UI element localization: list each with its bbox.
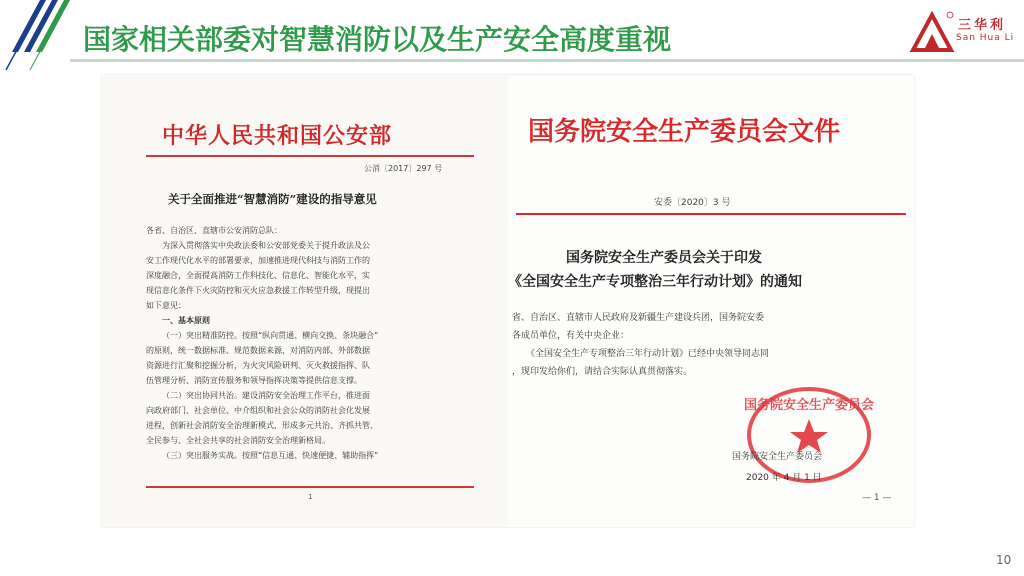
doc-right-number: 安委〔2020〕3 号 xyxy=(654,198,731,208)
doc-left-line: （一）突出精准防控。按照“纵向贯通、横向交换、条块融合” xyxy=(162,331,379,340)
doc-right-body xyxy=(512,309,912,381)
doc-left-line: 向政府部门、社会单位、中介组织和社会公众的消防社会化发展 xyxy=(146,406,370,415)
doc-right-page-mark: — 1 — xyxy=(862,493,892,503)
slide-title: 国家相关部委对智慧消防以及生产安全高度重视 xyxy=(83,23,672,56)
doc-left-line: 资源进行汇聚和挖掘分析，为火灾风险研判、灭火救援指挥、队 xyxy=(146,361,370,370)
doc-left-body xyxy=(146,223,478,463)
doc-right-signature: 国务院安全生产委员会 xyxy=(732,452,823,462)
doc-left-line: 一、基本原则 xyxy=(162,315,210,325)
doc-right-line: 省、自治区、直辖市人民政府及新疆生产建设兵团，国务院安委 xyxy=(512,313,765,323)
doc-left-red-rule xyxy=(146,155,474,157)
doc-left-line: 进程，创新社会消防安全治理新模式，形成多元共治、齐抓共管、 xyxy=(146,421,378,430)
doc-ministry-public-security xyxy=(102,75,508,527)
doc-left-line: 各省、自治区、直辖市公安消防总队： xyxy=(146,226,282,235)
doc-left-line: 深度融合，全面提高消防工作科技化、信息化、智能化水平，实 xyxy=(146,271,370,280)
doc-right-header: 国务院安全生产委员会文件 xyxy=(528,117,841,147)
doc-left-line: 伍管理分析、消防宣传服务和领导指挥决策等提供信息支撑。 xyxy=(146,376,362,385)
doc-left-line: （三）突出服务实战。按照“信息互通、快速便捷、辅助指挥” xyxy=(162,451,379,460)
doc-left-page-mark: 1 xyxy=(308,493,313,501)
doc-right-line: 《全国安全生产专项整治三年行动计划》已经中央领导同志同 xyxy=(526,349,770,359)
doc-left-line: 现信息化条件下火灾防控和灭火应急救援工作转型升级，现提出 xyxy=(146,286,370,295)
title-underline xyxy=(70,59,1024,62)
doc-left-number: 公消〔2017〕297 号 xyxy=(364,164,443,173)
doc-right-title-line1: 国务院安全生产委员会关于印发 xyxy=(566,250,762,266)
doc-left-line: 的原则，统一数据标准、规范数据来源，对消防内部、外部数据 xyxy=(146,346,370,355)
documents-image xyxy=(102,75,914,527)
doc-right-red-rule xyxy=(516,213,906,215)
logo-name-en: San Hua Li xyxy=(956,33,1015,43)
doc-right-line: 各成员单位，有关中央企业： xyxy=(512,331,630,341)
doc-left-bottom-rule xyxy=(146,486,474,488)
doc-left-line: 安工作现代化水平的部署要求，加速推进现代科技与消防工作的 xyxy=(146,256,370,265)
doc-left-line: 全民参与、全社会共享的社会消防安全治理新格局。 xyxy=(146,436,330,445)
doc-left-line: 如下意见： xyxy=(146,301,186,310)
logo-name-cn: 三华利 xyxy=(958,18,1007,33)
seal-text: 国务院安全生产委员会 xyxy=(744,398,874,413)
doc-left-line: 为深入贯彻落实中央政法委和公安部党委关于提升政法及公 xyxy=(162,241,370,250)
doc-left-subject: 关于全面推进“智慧消防”建设的指导意见 xyxy=(168,192,377,206)
doc-state-council-safety xyxy=(508,75,914,527)
doc-left-line: （二）突出协同共治。建设消防安全治理工作平台，推进面 xyxy=(162,391,370,400)
doc-left-header: 中华人民共和国公安部 xyxy=(162,123,393,149)
doc-right-title-line2: 《全国安全生产专项整治三年行动计划》的通知 xyxy=(508,274,802,290)
doc-right-date: 2020 年 4 月 1 日 xyxy=(746,473,822,483)
doc-right-line: ，现印发给你们，请结合实际认真贯彻落实。 xyxy=(512,367,693,377)
page-number: 10 xyxy=(996,553,1012,567)
